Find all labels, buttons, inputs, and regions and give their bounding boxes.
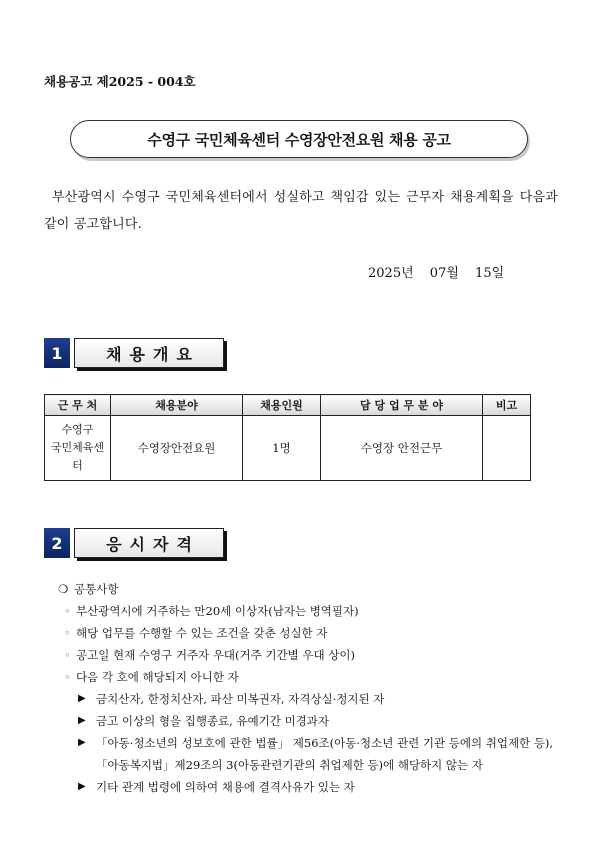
table-cell-note — [483, 416, 531, 481]
list-item — [58, 622, 558, 644]
list-item-text: 해당 업무를 수행할 수 있는 조건을 갖춘 성실한 자 — [76, 626, 328, 640]
page-title: 수영구 국민체육센터 수영장안전요원 채용 공고 — [70, 120, 528, 158]
section-label: 채용개요 — [74, 338, 224, 368]
table-row — [45, 416, 531, 481]
table-cell-field: 수영장안전요원 — [111, 416, 243, 481]
qualifications-heading — [58, 578, 558, 600]
qualifications-heading-text: 공통사항 — [74, 582, 119, 596]
list-item-text: 다음 각 호에 해당되지 아니한 자 — [76, 670, 239, 684]
dot-bullet-icon: ◦ — [64, 626, 71, 640]
triangle-bullet-icon: ▶ — [78, 715, 86, 726]
triangle-bullet-icon: ▶ — [78, 693, 86, 704]
section-heading-overview — [44, 338, 224, 368]
notice-number: 채용공고 제2025 - 004호 — [44, 74, 196, 89]
date-year: 2025년 — [368, 266, 414, 281]
sub-item-text: 금고 이상의 형을 집행종료, 유예기간 미경과자 — [96, 714, 330, 728]
list-item — [58, 600, 558, 622]
table-cell-count: 1명 — [243, 416, 321, 481]
recruitment-table — [44, 394, 531, 481]
list-item-text: 공고일 현재 수영구 거주자 우대(거주 기간별 우대 상이) — [76, 648, 355, 662]
sub-list-item — [58, 710, 558, 732]
table-header: 채용인원 — [243, 395, 321, 416]
table-header-row — [45, 395, 531, 416]
dot-bullet-icon: ◦ — [64, 604, 71, 618]
date-month: 07월 — [429, 266, 459, 281]
sub-item-text: 금치산자, 한정치산자, 파산 미복권자, 자격상실·정지된 자 — [96, 692, 385, 706]
sub-list-item — [58, 688, 558, 710]
list-item — [58, 644, 558, 666]
list-item — [58, 666, 558, 688]
announcement-date — [368, 262, 516, 281]
table-header: 채용분야 — [111, 395, 243, 416]
sub-item-text: 기타 관계 법령에 의하여 채용에 결격사유가 있는 자 — [96, 780, 355, 794]
sub-list-item — [58, 776, 558, 798]
dot-bullet-icon: ◦ — [64, 670, 71, 684]
date-day: 15일 — [475, 266, 505, 281]
circle-bullet-icon: ❍ — [58, 582, 69, 596]
table-header: 근 무 처 — [45, 395, 111, 416]
table-header: 담 당 업 무 분 야 — [321, 395, 483, 416]
triangle-bullet-icon: ▶ — [78, 737, 86, 748]
list-item-text: 부산광역시에 거주하는 만20세 이상자(남자는 병역필자) — [76, 604, 359, 618]
sub-list-item — [58, 732, 558, 776]
triangle-bullet-icon: ▶ — [78, 781, 86, 792]
section-number: 1 — [44, 338, 70, 368]
section-number: 2 — [44, 528, 70, 558]
table-cell-workplace: 수영구 국민체육센터 — [45, 416, 111, 481]
dot-bullet-icon: ◦ — [64, 648, 71, 662]
section-label: 응시자격 — [74, 528, 224, 558]
intro-paragraph: 부산광역시 수영구 국민체육센터에서 성실하고 책임감 있는 근무자 채용계획을 다음과 같이 공고합니다. — [44, 190, 558, 232]
table-header: 비고 — [483, 395, 531, 416]
sub-item-text: 「아동·청소년의 성보호에 관한 법률」 제56조(아동·청소년 관련 기관 등에의 취업제한 등),「아동복지법」제29조의 3(아동관련기관의 취업제한 등)에 해당하지 않는 자 — [96, 736, 554, 772]
table-cell-duty: 수영장 안전근무 — [321, 416, 483, 481]
section-heading-qualifications — [44, 528, 224, 558]
qualifications-list — [58, 578, 558, 798]
